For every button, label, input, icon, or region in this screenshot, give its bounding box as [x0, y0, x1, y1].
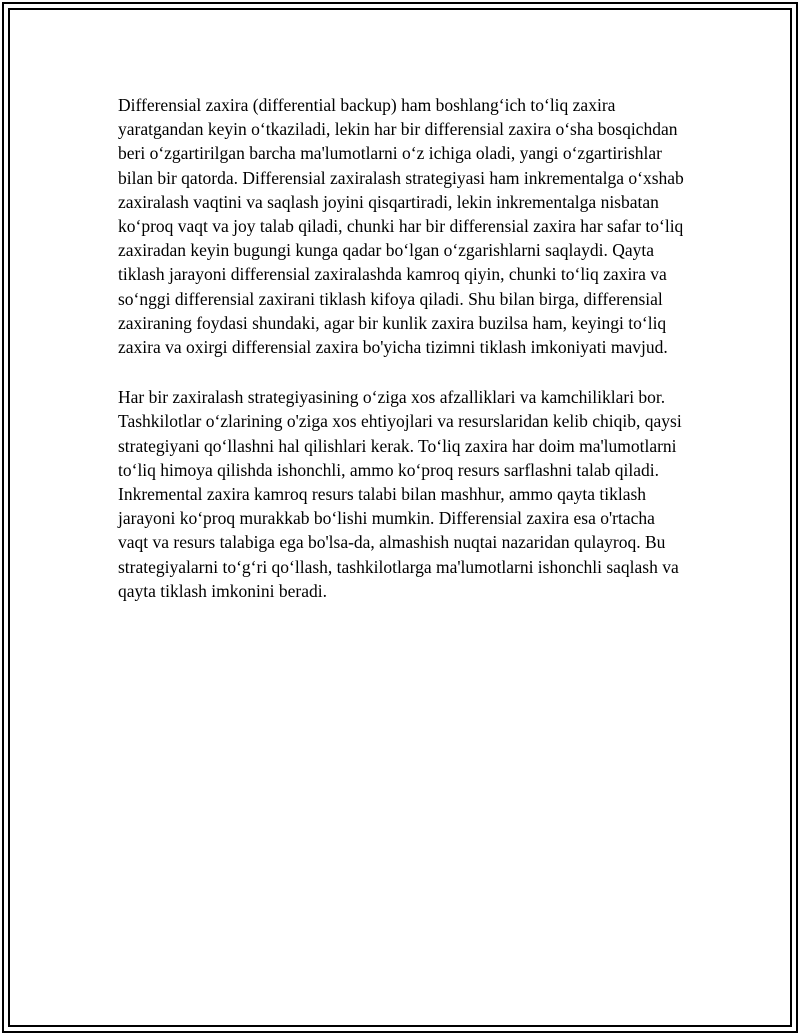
- document-body: [118, 93, 684, 629]
- paragraph-strategy-comparison: Har bir zaxiralash strategiyasining o‘ziga xos afzalliklari va kamchiliklari bor. Tashkilotlar o‘zlarining o'ziga xos ehtiyojlari va resurslaridan kelib chiqib, qaysi strategiyani qo‘llashni hal qilishlari kerak. To‘liq zaxira har doim ma'lumotlarni to‘liq himoya qilishda ishonchli, ammo ko‘proq resurs sarflashni talab qiladi. Inkremental zaxira kamroq resurs talabi bilan mashhur, ammo qayta tiklash jarayoni ko‘proq murakkab bo‘lishi mumkin. Differensial zaxira esa o'rtacha vaqt va resurs talabiga ega bo'lsa-da, almashish nuqtai nazaridan qulayroq. Bu strategiyalarni to‘g‘ri qo‘llash, tashkilotlarga ma'lumotlarni ishonchli saqlash va qayta tiklash imkonini beradi.: [118, 387, 682, 601]
- paragraph-differential-backup: Differensial zaxira (differential backup) ham boshlang‘ich to‘liq zaxira yaratgandan keyin o‘tkaziladi, lekin har bir differensial zaxira o‘sha bosqichdan beri o‘zgartirilgan barcha ma'lumotlarni o‘z ichiga oladi, yangi o‘zgartirishlar bilan bir qatorda. Differensial zaxiralash strategiyasi ham inkrementalga o‘xshab zaxiralash vaqtini va saqlash joyini qisqartiradi, lekin inkrementalga nisbatan ko‘proq vaqt va joy talab qiladi, chunki har bir differensial zaxira har safar to‘liq zaxiradan keyin bugungi kunga qadar bo‘lgan o‘zgarishlarni saqlaydi. Qayta tiklash jarayoni differensial zaxiralashda kamroq qiyin, chunki to‘liq zaxira va so‘nggi differensial zaxirani tiklash kifoya qiladi. Shu bilan birga, differensial zaxiraning foydasi shundaki, agar bir kunlik zaxira buzilsa ham, keyingi to‘liq zaxira va oxirgi differensial zaxira bo'yicha tizimni tiklash imkoniyati mavjud.: [118, 95, 684, 358]
